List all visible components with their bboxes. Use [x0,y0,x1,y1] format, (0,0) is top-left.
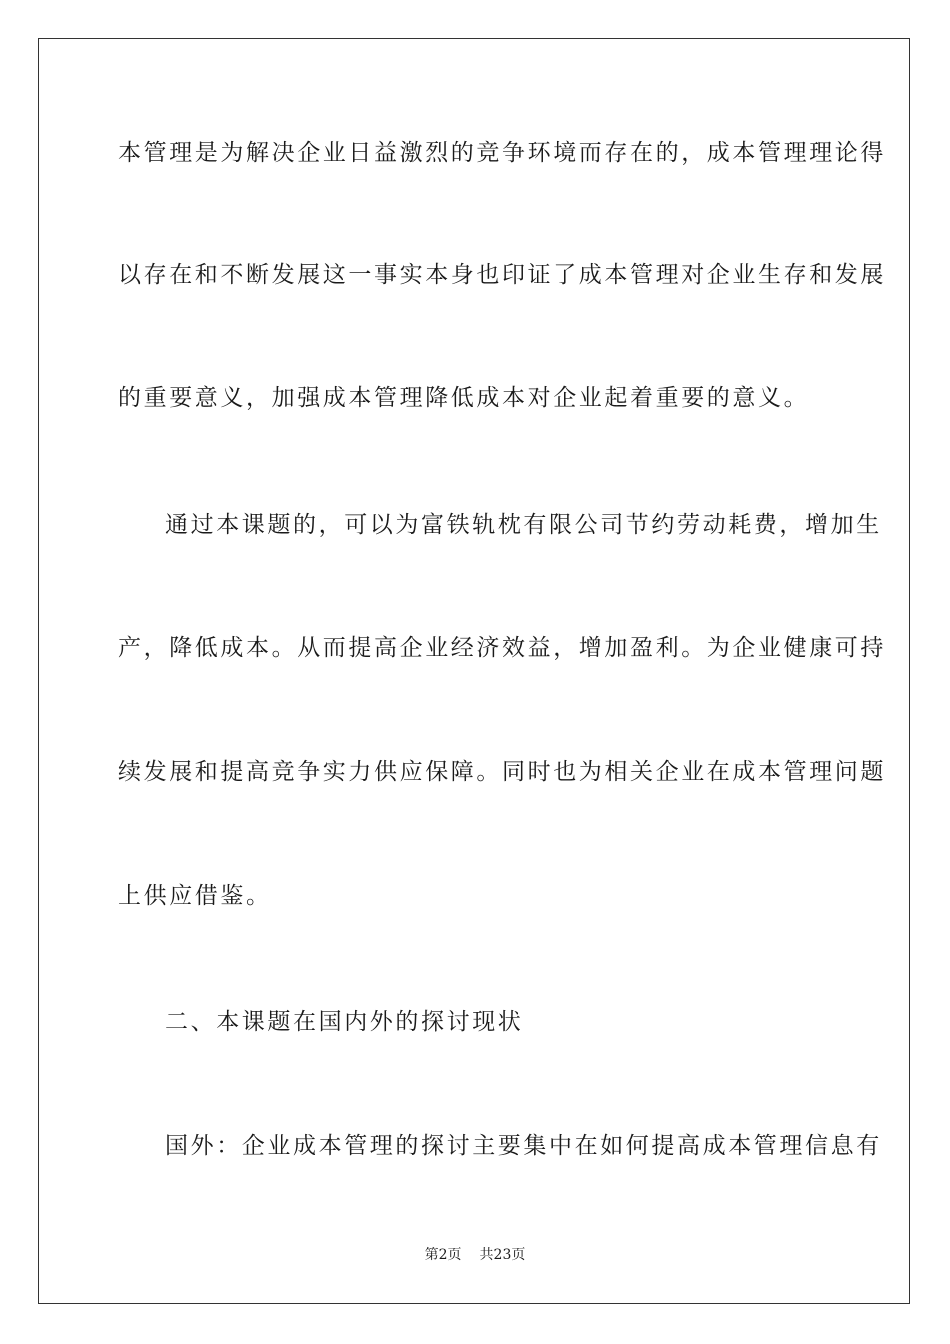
body-line-1: 本管理是为解决企业日益激烈的竞争环境而存在的，成本管理理论得 [118,140,886,166]
body-line-7: 上供应借鉴。 [118,883,272,909]
page-number: 第2页 [424,1247,462,1263]
page-frame [38,38,910,1304]
page-footer [0,1246,950,1264]
body-line-4: 通过本课题的，可以为富铁轨枕有限公司节约劳动耗费，增加生 [165,512,882,538]
section-heading: 二、本课题在国内外的探讨现状 [165,1009,524,1035]
body-line-6: 续发展和提高竞争实力供应保障。同时也为相关企业在成本管理问题 [118,759,886,785]
body-line-2: 以存在和不断发展这一事实本身也印证了成本管理对企业生存和发展 [118,262,886,288]
body-line-5: 产，降低成本。从而提高企业经济效益，增加盈利。为企业健康可持 [118,635,886,661]
page-total: 共23页 [479,1247,526,1263]
body-line-3: 的重要意义，加强成本管理降低成本对企业起着重要的意义。 [118,385,810,411]
body-line-8: 国外：企业成本管理的探讨主要集中在如何提高成本管理信息有 [165,1133,882,1159]
